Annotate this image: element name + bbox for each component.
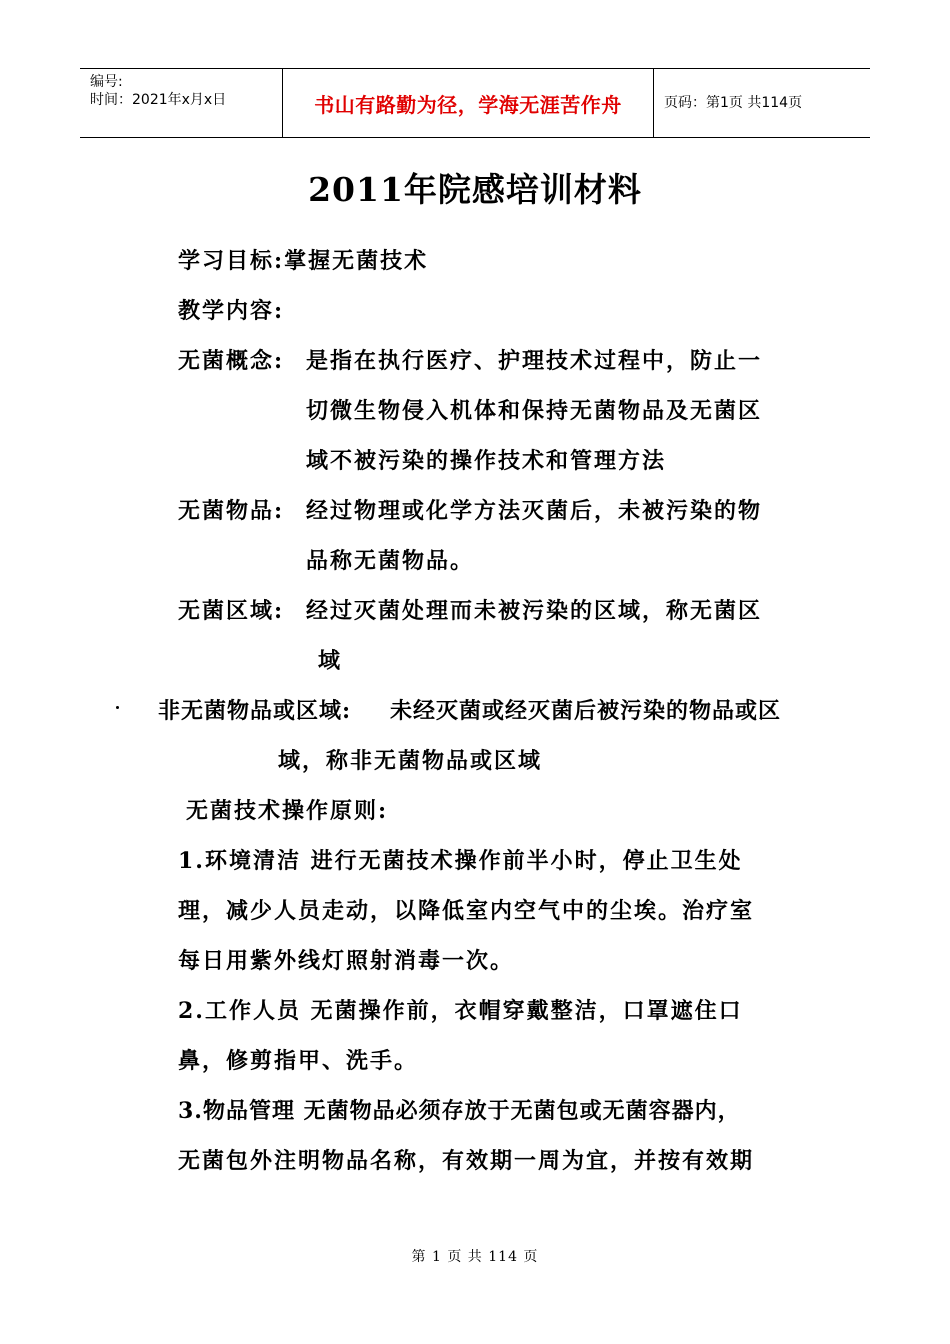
header-motto-cell: [282, 69, 654, 137]
principle-line: 每日用紫外线灯照射消毒一次。: [178, 948, 515, 974]
date-label: 时间：2021年x月x日: [90, 92, 227, 108]
def-non-sterile-line: 未经灭菌或经灭菌后被污染的物品或区: [390, 698, 782, 724]
header-motto: 书山有路勤为径，学海无涯苦作舟: [314, 92, 622, 117]
def-aseptic-concept-label: 无菌概念:: [178, 348, 285, 374]
def-sterile-area-line: 经过灭菌处理而未被污染的区域，称无菌区: [306, 598, 763, 624]
principle-line: 2.工作人员 无菌操作前，衣帽穿戴整洁，口罩遮住口: [178, 998, 743, 1024]
def-sterile-items-line: 经过物理或化学方法灭菌后，未被污染的物: [306, 498, 763, 524]
principle-line: 无菌包外注明物品名称，有效期一周为宜，并按有效期: [178, 1148, 755, 1174]
def-non-sterile-label: 非无菌物品或区域:: [158, 698, 352, 724]
header-meta-cell: [80, 69, 282, 137]
principles-heading: 无菌技术操作原则:: [186, 798, 389, 824]
def-aseptic-concept-line: 切微生物侵入机体和保持无菌物品及无菌区: [306, 398, 763, 424]
header-page-info: 页码：第1页 共114页: [664, 95, 803, 111]
principle-line: 鼻，修剪指甲、洗手。: [178, 1048, 419, 1074]
teaching-content-label: 教学内容:: [178, 298, 285, 324]
page-footer: 第 1 页 共 114 页: [411, 1249, 539, 1265]
def-sterile-area-line: 域: [318, 648, 343, 674]
principle-line: 理，减少人员走动，以降低室内空气中的尘埃。治疗室: [178, 898, 755, 924]
serial-label: 编号:: [90, 74, 123, 90]
def-sterile-area-label: 无菌区域:: [178, 598, 285, 624]
document-header: [80, 68, 870, 138]
def-aseptic-concept-line: 是指在执行医疗、护理技术过程中，防止一: [306, 348, 763, 374]
def-sterile-items-line: 品称无菌物品。: [306, 548, 475, 574]
def-aseptic-concept-line: 域不被污染的操作技术和管理方法: [306, 448, 667, 474]
learning-goal: 学习目标:掌握无菌技术: [178, 248, 429, 274]
principle-line: 1.环境清洁 进行无菌技术操作前半小时，停止卫生处: [178, 848, 743, 874]
document-title: 2011年院感培训材料: [308, 170, 642, 209]
def-sterile-items-label: 无菌物品:: [178, 498, 285, 524]
principle-line: 3.物品管理 无菌物品必须存放于无菌包或无菌容器内，: [178, 1098, 741, 1124]
bullet-dot: [116, 706, 119, 709]
def-non-sterile-line: 域，称非无菌物品或区域: [278, 748, 543, 774]
header-page-cell: [654, 69, 870, 137]
